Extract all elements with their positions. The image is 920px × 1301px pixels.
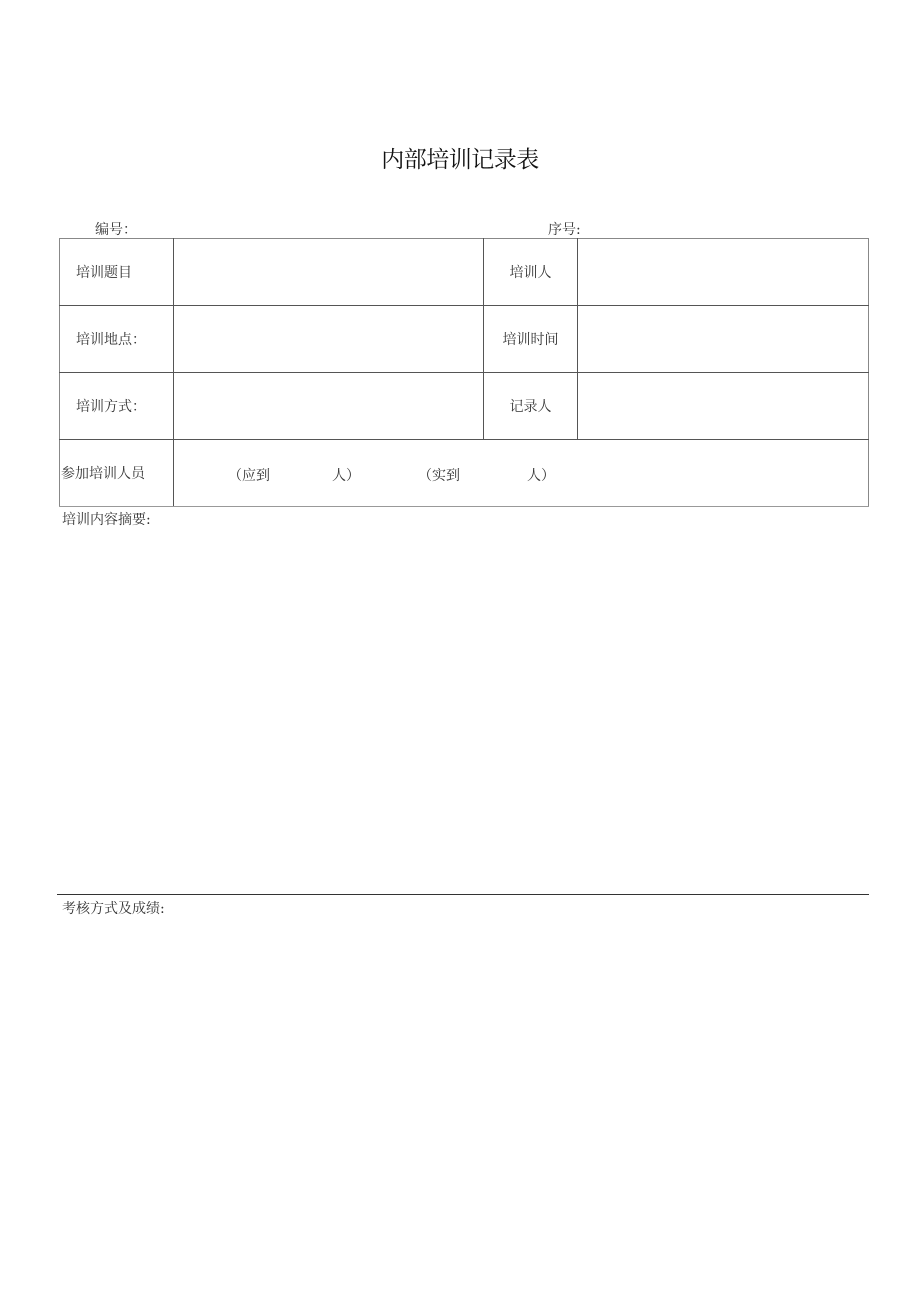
trainer-field[interactable] [578,239,869,306]
actual-open-label: （实到 [418,468,460,484]
expected-close-label: 人） [332,468,360,484]
document-title: 内部培训记录表 [381,147,539,173]
expected-open-label: （应到 [228,468,270,484]
table-row-location [60,306,869,373]
method-field[interactable] [174,373,484,440]
topic-label: 培训题目 [60,239,174,306]
attendance-line [174,440,868,506]
assessment-label: 考核方式及成绩: [62,901,165,917]
table-row-method [60,373,869,440]
recorder-field[interactable] [578,373,869,440]
attendees-label: 参加培训人员 [60,440,174,507]
actual-close-label: 人） [527,468,555,484]
topic-field[interactable] [174,239,484,306]
attendance-cell[interactable] [174,440,869,507]
section-divider [57,894,869,895]
table-row-attendees [60,440,869,507]
location-label: 培训地点： [60,306,174,373]
summary-label: 培训内容摘要: [62,512,151,528]
sequence-label: 序号: [548,222,581,238]
assessment-field[interactable] [59,920,868,1280]
method-label: 培训方式： [60,373,174,440]
training-record-table [59,238,869,507]
table-row-topic [60,239,869,306]
number-label: 编号： [95,222,137,238]
location-field[interactable] [174,306,484,373]
recorder-label: 记录人 [484,373,578,440]
time-label: 培训时间 [484,306,578,373]
summary-field[interactable] [59,530,868,890]
trainer-label: 培训人 [484,239,578,306]
time-field[interactable] [578,306,869,373]
